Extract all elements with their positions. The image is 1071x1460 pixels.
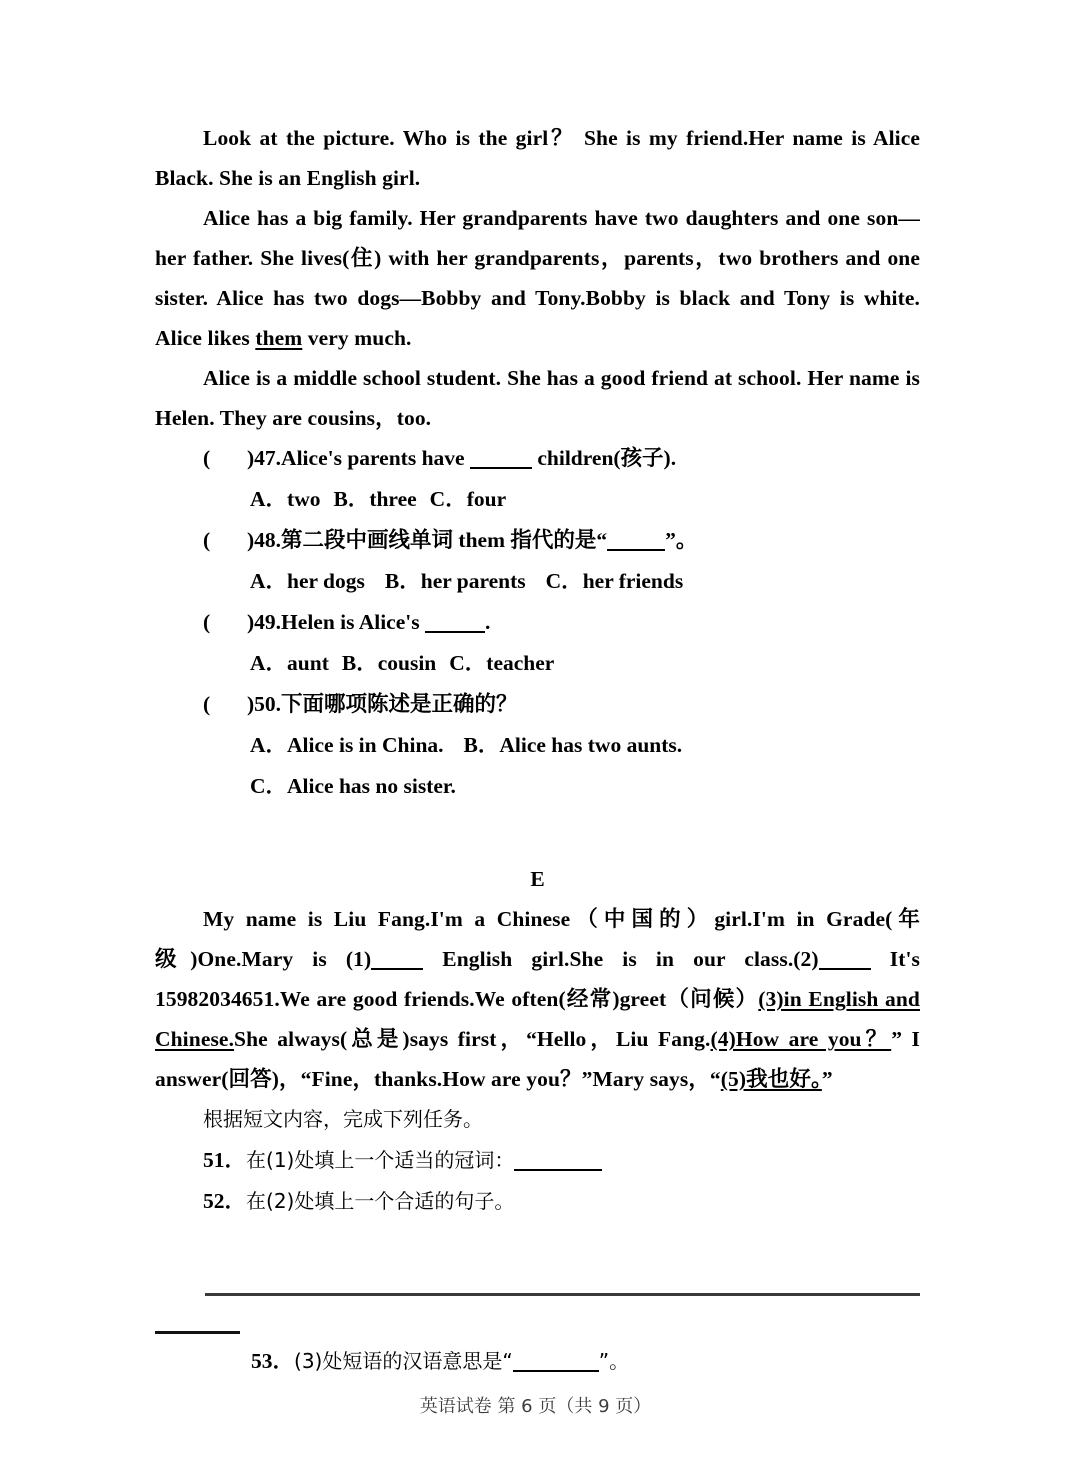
bracket-open: ( [203,610,211,634]
option-47-a-label: A． [250,487,288,511]
question-stem-47b: children(孩子). [531,446,677,470]
options-47 [155,479,920,520]
answer-rule-line-2[interactable] [155,1331,240,1334]
option-47-c-label: C． [429,487,467,511]
underlined-word-them: them [255,326,303,350]
question-number-47: 47. [254,446,282,470]
task-52 [155,1181,920,1222]
option-50-b-label: B． [463,733,500,757]
option-48-a-label: A． [250,569,288,593]
bracket-close-50: ) [247,692,255,716]
option-49-b-label: B． [341,651,378,675]
section-e-instruction: 根据短文内容，完成下列任务。 [203,1107,483,1131]
section-e-run-6: ” [821,1067,833,1091]
passage-paragraph-2 [155,198,920,358]
answer-blank-53[interactable] [513,1370,599,1372]
task-53-number: 53． [251,1349,295,1373]
section-e-run-5: ” I answer(回答)，“Fine，thanks.How are you？”Mary says，“ [155,1027,920,1091]
question-number-50: 50. [254,692,282,716]
question-stem-47a: Alice's parents have [281,446,470,470]
option-50-a-text[interactable]: Alice is in China. [287,733,444,757]
question-49 [155,602,920,643]
option-49-a-label: A． [250,651,288,675]
section-e-passage [155,899,920,1099]
question-stem-49a: Helen is Alice's [281,610,425,634]
option-47-b-text[interactable]: three [369,487,417,511]
option-49-b-text[interactable]: cousin [377,651,437,675]
bracket-close-47: ) [247,446,255,470]
answer-blank-51[interactable] [514,1169,602,1171]
question-50 [155,684,920,725]
fill-blank-49[interactable] [425,631,485,633]
fill-blank-1[interactable] [371,968,423,970]
option-50-c-label: C． [250,774,288,798]
option-49-a-text[interactable]: aunt [287,651,329,675]
passage-paragraph-1: Look at the picture. Who is the girl？ She is my friend.Her name is Alice Black. She is an English girl. [155,126,920,190]
question-47 [155,438,920,479]
answer-rule-line-1[interactable] [205,1293,920,1296]
options-50-row2 [155,766,920,807]
underlined-phrase-4: (4)How are you？ [710,1027,892,1051]
option-47-a-text[interactable]: two [287,487,321,511]
option-50-a-label: A． [250,733,288,757]
option-47-b-label: B． [333,487,370,511]
question-stem-48a: 第二段中画线单词 them 指代的是“ [281,528,608,552]
fill-blank-2[interactable] [819,968,871,970]
section-e-run-1: My name is Liu Fang.I'm a Chinese（中国的）girl.I'm in Grade(年级)One.Mary is (1) [155,907,920,971]
bracket-close-48: ) [247,528,255,552]
bracket-open: ( [203,528,211,552]
answer-bracket-48[interactable] [203,520,247,561]
bracket-close-49: ) [247,610,255,634]
section-e-run-4: She always(总是)says first，“Hello，Liu Fang. [234,1027,711,1051]
option-49-c-label: C． [449,651,487,675]
task-53 [203,1341,629,1382]
option-50-c-text[interactable]: Alice has no sister. [287,774,456,798]
page-content [155,118,920,1222]
options-49 [155,643,920,684]
task-51-number: 51． [203,1148,247,1172]
passage-paragraph-3: Alice is a middle school student. She has a good friend at school. Her name is Helen. They are cousins，too. [155,366,920,430]
section-e-run-3: It's 15982034651.We are good friends.We often(经常)greet（问候） [155,947,921,1011]
answer-bracket-50[interactable] [203,684,247,725]
task-51 [155,1140,920,1181]
answer-bracket-47[interactable] [203,438,247,479]
bracket-open: ( [203,692,211,716]
question-number-49: 49. [254,610,282,634]
task-51-text: 在(1)处填上一个适当的冠词： [246,1148,515,1172]
fill-blank-47[interactable] [470,467,532,469]
section-e-run-2: English girl.She is in our class.(2) [423,947,819,971]
option-47-c-text[interactable]: four [466,487,507,511]
underlined-phrase-3: (3)in English and Chinese. [155,987,920,1051]
options-48 [155,561,920,602]
option-50-b-text[interactable]: Alice has two aunts. [499,733,683,757]
task-53-text-after: ”。 [598,1349,630,1373]
option-48-c-label: C． [545,569,583,593]
question-stem-49b: . [484,610,491,634]
option-48-c-text[interactable]: her friends [582,569,684,593]
task-53-text-before: (3)处短语的汉语意思是“ [294,1349,513,1373]
underlined-phrase-5: (5)我也好。 [720,1067,822,1091]
section-spacer [155,807,920,859]
passage-paragraph-2-run-3: very much. [302,326,412,350]
question-number-48: 48. [254,528,282,552]
options-50-row1 [155,725,920,766]
bracket-open: ( [203,446,211,470]
passage-paragraph-2-run-1: Alice has a big family. Her grandparents have two daughters and one son—her father. She lives(住) with her grandparents，parents，two brothers and one sister. Alice has two dogs—Bobby and Tony.Bobby is black and Tony is white. Alice likes [155,206,920,350]
question-stem-48b: ”。 [665,528,698,552]
option-48-b-text[interactable]: her parents [420,569,526,593]
section-letter-e: E [530,867,545,891]
fill-blank-48[interactable] [607,549,665,551]
option-48-a-text[interactable]: her dogs [287,569,365,593]
option-48-b-label: B． [384,569,421,593]
answer-bracket-49[interactable] [203,602,247,643]
option-49-c-text[interactable]: teacher [486,651,555,675]
question-stem-50: 下面哪项陈述是正确的？ [281,692,518,716]
task-52-number: 52． [203,1189,247,1213]
task-52-text: 在(2)处填上一个合适的句子。 [246,1189,515,1213]
question-48 [155,520,920,561]
page-footer: 英语试卷 第 6 页（共 9 页） [419,1396,652,1417]
